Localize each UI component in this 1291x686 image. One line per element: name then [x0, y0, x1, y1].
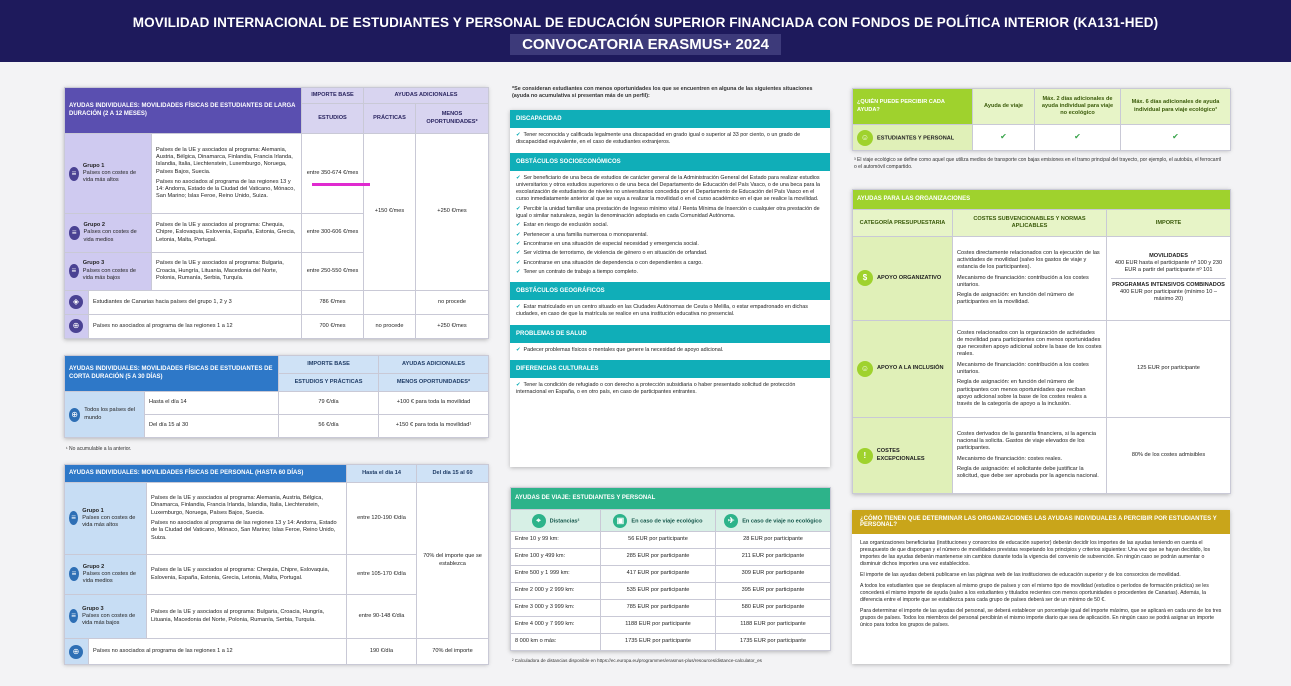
plane-icon: ✈ [724, 514, 738, 528]
table-title: AYUDAS INDIVIDUALES: MOVILIDADES FÍSICAS DE ESTUDIANTES DE LARGA DURACIÓN (2 A 12 MESES) [65, 88, 302, 134]
group-1-cell [65, 483, 147, 555]
group-1-cell [65, 134, 152, 214]
col-header [601, 510, 716, 532]
amount-heading: PROGRAMAS INTENSIVOS COMBINADOS [1111, 278, 1226, 289]
organisations-table [852, 189, 1230, 494]
check-icon: ✔ [516, 222, 521, 229]
check-cell: ✔ [973, 125, 1035, 151]
criteria-text: Estar en riesgo de exclusión social. [523, 222, 609, 229]
group-desc: Países con costes de vida más bajos [82, 267, 136, 281]
distance-cell: Entre 4 000 y 7 999 km: [511, 617, 601, 634]
section-header: PROBLEMAS DE SALUD [510, 325, 830, 343]
map-icon: ◈ [69, 295, 83, 309]
amount-cell: 700 €/mes [302, 314, 364, 338]
check-cell: ✔ [1035, 125, 1121, 151]
section-header: DIFERENCIAS CULTURALES [510, 360, 830, 378]
table-row [511, 532, 831, 549]
money-bag-icon: $ [857, 270, 873, 286]
section-header: OBSTÁCULOS GEOGRÁFICOS [510, 282, 830, 300]
costs-cell [953, 320, 1107, 418]
amount-cell: 79 €/día [279, 392, 379, 415]
amount-cell: +100 € para toda la movilidad [379, 392, 489, 415]
eco-cell: 785 EUR por participante [601, 600, 716, 617]
table-title: AYUDAS PARA LAS ORGANIZACIONES [853, 190, 1231, 210]
col-header [511, 510, 601, 532]
globe-icon-cell [65, 314, 89, 338]
people-icon: ☺ [857, 130, 873, 146]
all-countries-label: Todos los países del mundo [84, 407, 135, 421]
col-header: Ayuda de viaje [973, 89, 1035, 125]
table-row [511, 600, 831, 617]
col-header [716, 510, 831, 532]
row-label: Del día 15 al 30 [145, 415, 279, 438]
distance-cell: Entre 3 000 y 3 999 km: [511, 600, 601, 617]
footnote: ² Calculadora de distancias disponible en https://ec.europa.eu/programmes/erasmus-plus/resources/distance-calculator_es [512, 658, 762, 663]
col-header-label: En caso de viaje no ecológico [742, 517, 822, 524]
long-duration-students-table [64, 87, 488, 339]
col-header: ESTUDIOS Y PRÁCTICAS [279, 374, 379, 392]
category-label: COSTES EXCEPCIONALES [876, 448, 925, 462]
countries-text: Países de la UE y asociados al programa: Alemania, Austria, Bélgica, Dinamarca, Finlandia, Francia Irlanda, Islandia, Italia, Liechtenstein, Luxemburgo, Noruega, Países Bajos, Suecia. [156, 146, 293, 175]
footnote: ³ El viaje ecológico se define como aquel que utiliza medios de transporte con bajas emisiones en el tramo principal del trayecto, por ejemplo, el autobús, el ferrocarril o el automóvil compartido. [854, 157, 1222, 170]
group-name: Grupo 3 [82, 605, 104, 612]
page-title: MOVILIDAD INTERNACIONAL DE ESTUDIANTES Y PERSONAL DE EDUCACIÓN SUPERIOR FINANCIADA CON FONDOS DE POLÍTICA INTERIOR (KA131-HED) [132, 15, 1159, 30]
panel-title: ¿CÓMO TIENEN QUE DETERMINAR LAS ORGANIZACIONES LAS AYUDAS INDIVIDUALES A PERCIBIR POR ESTUDIANTES Y PERSONAL? [852, 510, 1230, 534]
distance-cell: Entre 2 000 y 2 999 km: [511, 583, 601, 600]
costs-text: Regla de asignación: en función del número de participantes con menos oportunidades que reciban apoyo adicional sobre la base de los costes reales a través de la categoría de apoyo a la inclusión. [957, 379, 1087, 408]
group-2-cell [65, 555, 147, 595]
table-row [511, 583, 831, 600]
col-header: IMPORTE BASE [279, 356, 379, 374]
group-3-cell [65, 595, 147, 639]
distance-cell: 8 000 km o más: [511, 634, 601, 651]
group-desc: Países con costes de vida medios [82, 570, 136, 585]
short-duration-students-table [64, 355, 488, 438]
col-header: IMPORTE BASE [302, 88, 364, 104]
col-header: COSTES SUBVENCIONABLES Y NORMAS APLICABLES [953, 210, 1107, 237]
page-subtitle: CONVOCATORIA ERASMUS+ 2024 [510, 34, 781, 55]
check-icon: ✔ [516, 205, 521, 212]
check-icon: ✔ [516, 268, 521, 275]
distance-cell: Entre 100 y 499 km: [511, 549, 601, 566]
globe-icon: ⊕ [69, 408, 80, 422]
table-title: AYUDAS DE VIAJE: ESTUDIANTES Y PERSONAL [511, 488, 831, 510]
col-header: Hasta el día 14 [347, 465, 417, 483]
check-icon: ✔ [516, 240, 521, 247]
costs-text: Regla de asignación: en función del número de participantes en la movilidad. [957, 292, 1074, 306]
less-opportunities-panel [510, 110, 830, 467]
countries-text: Países de la UE y asociados al programa: Bulgaria, Croacia, Hungría, Lituania, Macedonia del Norte, Polonia, Rumanía, Serbia, Turquía. [147, 595, 347, 639]
col-header: CATEGORÍA PRESUPUESTARIA [853, 210, 953, 237]
globe-icon-cell [65, 639, 89, 665]
costs-text: Mecanismo de financiación: contribución a los costes unitarios. [957, 361, 1089, 375]
category-label: APOYO ORGANIZATIVO [877, 274, 942, 281]
countries-text: Países de la UE y asociados al programa: Chequia, Chipre, Eslovaquia, Eslovenia, España, Estonia, Grecia, Letonia, Malta, Portugal. [152, 214, 302, 252]
distance-cell: Entre 500 y 1 999 km: [511, 566, 601, 583]
all-countries-cell [65, 392, 145, 438]
criteria-text: Encontrarse en una situación de especial necesidad y emergencia social. [523, 240, 699, 247]
criteria-text: Encontrarse en una situación de dependencia o con dependientes a cargo. [523, 259, 703, 266]
section-header: DISCAPACIDAD [510, 110, 830, 128]
table-title: AYUDAS INDIVIDUALES: MOVILIDADES FÍSICAS DE ESTUDIANTES DE CORTA DURACIÓN (5 A 30 DÍAS) [65, 356, 279, 392]
paragraph: Las organizaciones beneficiarias (instituciones y consorcios de educación superior) deberán decidir los importes de las ayudas teniendo en cuenta el presupuesto de que dispongan y el número de movilidades previstas respetando los principios y criterios siguientes: Una vez que se hayan decidido, los importes de las ayudas deberán mantenerse sin cambios durante toda la vigencia del convenio de subvención. En ningún caso se podrán aumentar o disminuir dichos importes una vez establecidos. [860, 540, 1211, 568]
travel-grants-table [510, 487, 830, 651]
amount-cell: 70% del importe [417, 639, 489, 665]
canarias-icon-cell [65, 290, 89, 314]
countries-text: Países de la UE y asociados al programa: Alemania, Austria, Bélgica, Dinamarca, Finlandia, Francia Irlanda, Islandia, Italia, Liechtenstein, Luxemburgo, Noruega, Países Bajos, Suecia. [151, 495, 323, 516]
globe-icon: ⊕ [69, 319, 83, 333]
costs-text: Regla de asignación: el solicitante debe justificar la solicitud, que debe ser aprobada por la agencia nacional. [957, 466, 1099, 480]
intro-text: *Se consideran estudiantes con menos oportunidades los que se encuentren en alguna de las siguientes situaciones (ayuda no acumulativa si presentan más de un perfil): [512, 86, 813, 100]
amount-cell: 125 EUR por participante [1107, 320, 1231, 418]
criteria-text: Percibir la unidad familiar una prestación de Ingreso mínimo vital / Renta Mínima de Inserción o cualquier otra prestación de igual o similar naturaleza, según la denominación adoptada en cada Comunidad Autónoma. [516, 205, 820, 220]
amount-cell: entre 350-674 €/mes [302, 134, 364, 214]
noeco-cell: 580 EUR por participante [716, 600, 831, 617]
category-cell [853, 320, 953, 418]
group-desc: Países con costes de vida medios [83, 229, 137, 243]
group-name: Grupo 1 [82, 507, 104, 514]
eco-cell: 285 EUR por participante [601, 549, 716, 566]
col-header: Máx. 6 días adicionales de ayuda individual para viaje ecológico³ [1121, 89, 1231, 125]
countries-text: Países no asociados al programa de las regiones 13 y 14: Andorra, Estado de la Ciudad del Vaticano, Mónaco, San Marino; Islas Feroe, Reino Unido, Suiza. [156, 178, 295, 200]
row-label: Estudiantes de Canarias hacia países del grupo 1, 2 y 3 [89, 290, 302, 314]
check-icon: ✔ [516, 174, 521, 181]
empty-cell [364, 290, 416, 314]
costs-cell [953, 236, 1107, 320]
costs-cell [953, 418, 1107, 494]
how-to-determine-panel [852, 510, 1230, 664]
table-row [511, 617, 831, 634]
amount-cell: 70% del importe que se establezca [417, 483, 489, 639]
amount-cell: 786 €/mes [302, 290, 364, 314]
col-header: ¿QUIÉN PUEDE PERCIBIR CADA AYUDA? [853, 89, 973, 125]
amount-cell: +250 €/mes [416, 134, 489, 291]
table-row [511, 566, 831, 583]
costs-text: Costes derivados de la garantía financiera, si la agencia nacional la solicita. Gastos de viaje elevados de los participantes. [957, 430, 1096, 452]
group-name: Grupo 1 [82, 162, 105, 169]
amount-cell: entre 120-190 €/día [347, 483, 417, 555]
col-header: Máx. 2 días adicionales de ayuda individual para viaje no ecológico [1035, 89, 1121, 125]
warning-icon: ! [857, 448, 873, 464]
criteria-text: Tener un contrato de trabajo a tiempo completo. [523, 268, 638, 275]
amount-cell: +150 € para toda la movilidad¹ [379, 415, 489, 438]
check-icon: ✔ [516, 132, 521, 138]
check-cell: ✔ [1121, 125, 1231, 151]
criteria-text: Ser beneficiario de una beca de estudios de carácter general de la Administración General del Estado para realizar estudios universitarios y otros estudios superiores o de una beca del Departamento de Educación del País Vasco, o de una beca para la escolarización de estudiantes de niveles no universitarios concedida por el Departamento de Educación del País Vasco en el curso inmediatamente anterior al que se vaya a realizar la movilidad o en el curso académico en el que se realice la movilidad. [516, 174, 821, 203]
noeco-cell: 28 EUR por participante [716, 532, 831, 549]
eco-cell: 417 EUR por participante [601, 566, 716, 583]
row-label: Países no asociados al programa de las regiones 1 a 12 [89, 314, 302, 338]
eco-cell: 535 EUR por participante [601, 583, 716, 600]
noeco-cell: 309 EUR por participante [716, 566, 831, 583]
check-icon: ✔ [516, 346, 521, 353]
check-icon: ✔ [516, 259, 521, 266]
coins-icon: ≡ [69, 511, 78, 525]
countries-cell [147, 483, 347, 555]
group-3-cell [65, 252, 152, 290]
table-row [511, 549, 831, 566]
noeco-cell: 1735 EUR por participante [716, 634, 831, 651]
coins-icon: ≡ [69, 226, 80, 240]
costs-text: Mecanismo de financiación: costes reales. [957, 455, 1063, 462]
amount-heading: MOVILIDADES [1149, 252, 1188, 259]
footnote: ¹ No acumulable a la anterior. [66, 446, 132, 452]
amount-cell: +250 €/mes [416, 314, 489, 338]
costs-text: Costes relacionados con la organización de actividades de movilidad para participantes con menos oportunidades que necesiten apoyo adicional sobre la base de los costes reales. [957, 329, 1102, 358]
col-header: MENOS OPORTUNIDADES* [379, 374, 489, 392]
amount-cell: no procede [364, 314, 416, 338]
paragraph: A todos los estudiantes que se desplacen al mismo grupo de países y con el mismo tipo de movilidad (estudios o períodos de formación práctica) se les concederá el mismo importe de ayuda (salvo a los estudiantes y titulados recientes con menos oportunidades o procedentes de Canarias). Además, la diferencia entre el importe que se establezca para cada grupo de países deberá ser de un mínimo de 50 €. [860, 583, 1209, 604]
highlight-underline [312, 183, 370, 186]
table-row [511, 634, 831, 651]
train-icon: ▣ [613, 514, 627, 528]
criteria-text: Padecer problemas físicos o mentales que genere la necesidad de apoyo adicional. [523, 346, 724, 353]
amount-cell: entre 105-170 €/día [347, 555, 417, 595]
costs-text: Costes directamente relacionados con la ejecución de las actividades de movilidad (salvo los gastos de viaje y estancia de los participantes). [957, 249, 1100, 271]
amount-cell: 56 €/día [279, 415, 379, 438]
staff-mobility-table [64, 464, 488, 664]
col-header: IMPORTE [1107, 210, 1231, 237]
amount-cell: 80% de los costes admisibles [1107, 418, 1231, 494]
amount-text: 400 EUR hasta el participante nº 100 y 230 EUR a partir del participante nº 101 [1114, 260, 1223, 274]
eco-cell: 1188 EUR por participante [601, 617, 716, 634]
countries-text: Países no asociados al programa de las regiones 13 y 14: Andorra, Estado de la Ciudad del Vaticano, Mónaco, San Marino; Islas Feroe, Reino Unido, Suiza. [151, 520, 337, 541]
col-header-label: Distancias² [549, 517, 580, 524]
group-desc: Países con costes de vida más altos [82, 514, 136, 529]
group-desc: Países con costes de vida más bajos [82, 612, 136, 627]
category-cell [853, 236, 953, 320]
amount-cell: entre 300-606 €/mes [302, 214, 364, 252]
coins-icon: ≡ [69, 264, 79, 278]
noeco-cell: 211 EUR por participante [716, 549, 831, 566]
amount-cell: 190 €/día [347, 639, 417, 665]
criteria-text: Pertenecer a una familia numerosa o monoparental. [523, 231, 648, 238]
costs-text: Mecanismo de financiación: contribución a los costes unitarios. [957, 274, 1089, 288]
col-header: Del día 15 al 60 [417, 465, 489, 483]
group-desc: Países con costes de vida más altos [82, 170, 137, 184]
row-label: Hasta el día 14 [145, 392, 279, 415]
row-label: Países no asociados al programa de las regiones 1 a 12 [89, 639, 347, 665]
eligibility-table [852, 88, 1230, 150]
coins-icon: ≡ [69, 167, 79, 181]
eco-cell: 56 EUR por participante [601, 532, 716, 549]
col-header-label: En caso de viaje ecológico [631, 517, 703, 524]
countries-text: Países de la UE y asociados al programa: Bulgaria, Croacia, Hungría, Lituania, Macedonia del Norte, Polonia, Rumanía, Serbia, Turquía. [152, 252, 302, 290]
noeco-cell: 1188 EUR por participante [716, 617, 831, 634]
check-icon: ✔ [516, 250, 521, 257]
check-icon: ✔ [516, 304, 521, 311]
coins-icon: ≡ [69, 609, 78, 623]
group-name: Grupo 2 [82, 563, 105, 570]
amount-cell: +150 €/mes [364, 134, 416, 291]
section-header: OBSTÁCULOS SOCIOECONÓMICOS [510, 153, 830, 171]
paragraph: El importe de las ayudas deberá publicarse en las páginas web de las instituciones de educación superior y de los consorcios de movilidad. [860, 572, 1181, 579]
criteria-text: Estar matriculado en un centro situado en las Ciudades Autónomas de Ceuta o Melilla, o estar empadronado en dichas ciudades, en caso de que la matrícula se realice en una institución educativa no presencial. [516, 304, 808, 318]
paragraph: Para determinar el importe de las ayudas del personal, se deberá establecer un porcentaje igual del importe máximo, que se aplicará en cada uno de los tres grupos de países. Todos los miembros del personal percibirán el mismo importe diario que sea de aplicación. En ningún caso se podrá asignar un importe único para todos los grupos de países. [860, 608, 1222, 629]
countries-text: Países de la UE y asociados al programa: Chequia, Chipre, Eslovaquia, Eslovenia, España, Estonia, Grecia, Letonia, Malta, Portugal. [147, 555, 347, 595]
criteria-text: Tener reconocida y calificada legalmente una discapacidad en grado igual o superior al 33 por ciento, o un grado de discapacidad equivalente, en el caso de estudiantes extranjeros. [516, 132, 801, 146]
col-header: AYUDAS ADICIONALES [379, 356, 489, 374]
criteria-text: Ser víctima de terrorismo, de violencia de género o en situación de orfandad. [523, 250, 708, 257]
header-banner [0, 0, 1291, 62]
noeco-cell: 395 EUR por participante [716, 583, 831, 600]
countries-cell [152, 134, 302, 214]
people-icon: ☺ [857, 361, 873, 377]
amount-cell: no procede [416, 290, 489, 314]
category-cell [853, 418, 953, 494]
group-2-cell [65, 214, 152, 252]
amount-cell: entre 90-148 €/día [347, 595, 417, 639]
col-header: MENOS OPORTUNIDADES* [416, 104, 489, 134]
coins-icon: ≡ [69, 567, 79, 581]
group-name: Grupo 3 [82, 260, 105, 267]
amount-cell [1107, 236, 1231, 320]
criteria-text: Tener la condición de refugiado o con derecho a protección subsidiaria o haber presentado solicitud de protección internacional en España, o en otro país, en caso de participantes entrantes. [516, 382, 796, 396]
amount-text: 400 EUR por participante (mínimo 10 – máximo 20) [1120, 288, 1218, 303]
eco-cell: 1735 EUR por participante [601, 634, 716, 651]
check-icon: ✔ [516, 231, 521, 238]
col-header: ESTUDIOS [302, 104, 364, 134]
row-label: ESTUDIANTES Y PERSONAL [877, 134, 955, 141]
distance-cell: Entre 10 y 99 km: [511, 532, 601, 549]
globe-icon: ⊕ [69, 645, 83, 659]
table-title: AYUDAS INDIVIDUALES: MOVILIDADES FÍSICAS DE PERSONAL (HASTA 60 DÍAS) [65, 465, 347, 483]
col-header: AYUDAS ADICIONALES [364, 88, 489, 104]
map-pin-icon: ⌖ [532, 514, 546, 528]
check-icon: ✔ [516, 382, 521, 389]
group-name: Grupo 2 [83, 222, 105, 229]
row-label-cell [853, 125, 973, 151]
category-label: APOYO A LA INCLUSIÓN [877, 365, 944, 372]
amount-cell: entre 250-550 €/mes [302, 252, 364, 290]
col-header: PRÁCTICAS [364, 104, 416, 134]
